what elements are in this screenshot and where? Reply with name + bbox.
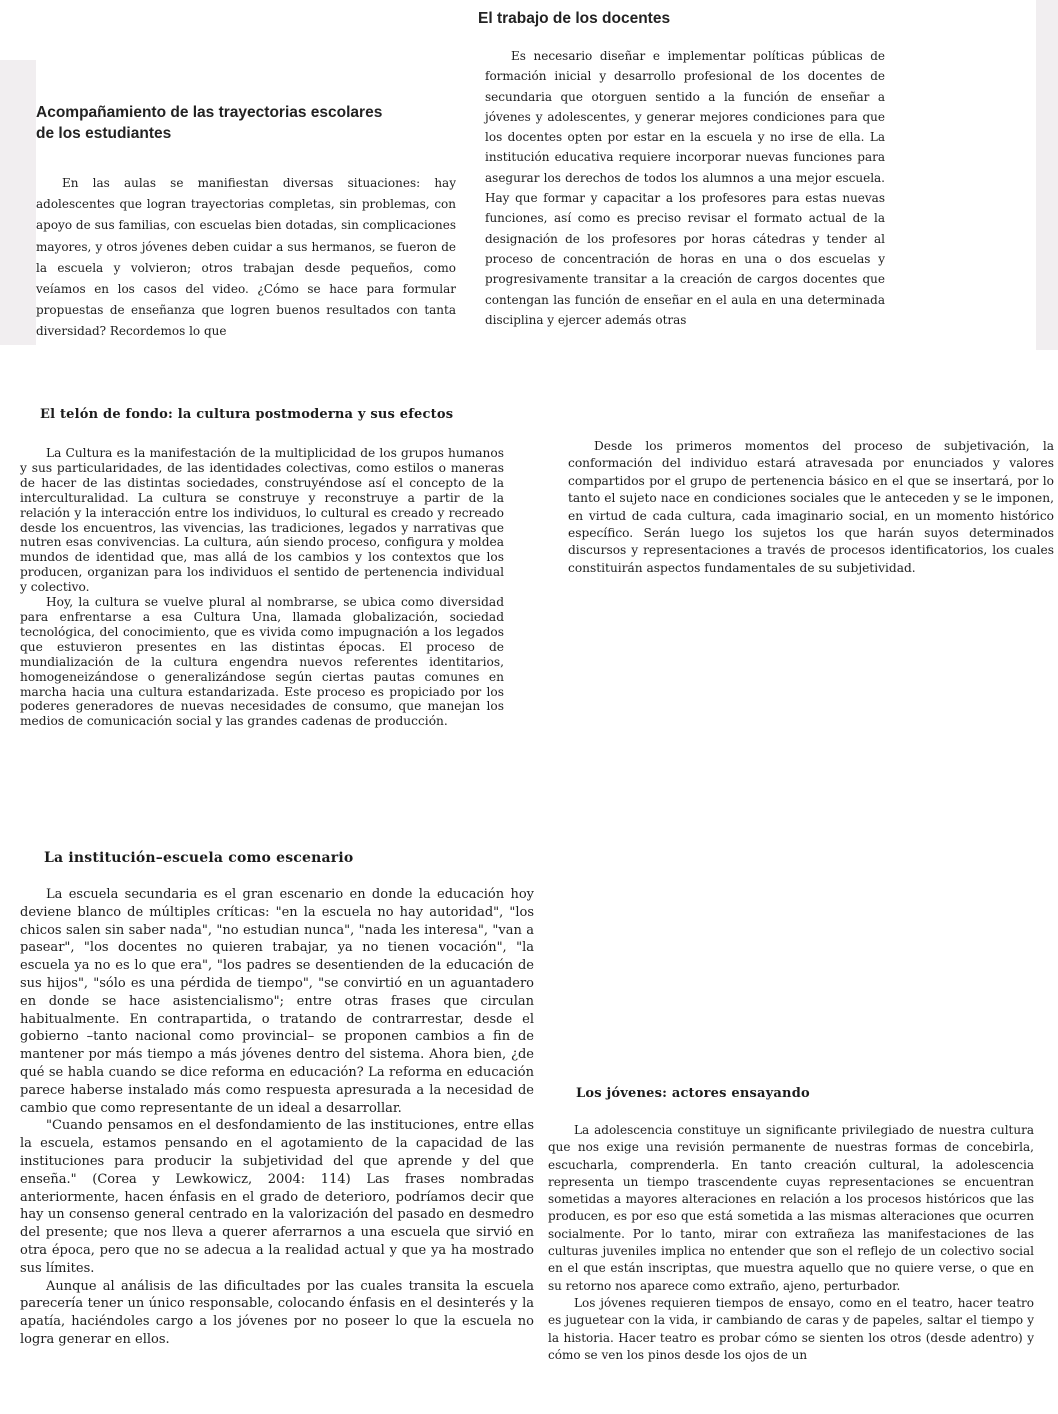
heading-institucion-escuela: La institución–escuela como escenario (44, 850, 354, 866)
clipping-trabajo-docentes (468, 6, 896, 344)
paragraph: Aunque al análisis de las dificultades por las cuales transita la escuela parecería tener un único responsable, colocando énfasis en el desinterés y la apatía, haciéndoles cargo a los jóvenes por no poseer lo que la escuela no logra generar en ellos. (20, 1278, 534, 1347)
clipping-subjetivacion (560, 434, 1058, 600)
paragraph: Hoy, la cultura se vuelve plural al nombrarse, se ubica como diversidad para enfrentarse a esa Cultura Una, llamada globalización, sociedad tecnológica, del conocimiento, que es vivida como impugnación a los legados que estuvieron presentes en las distintas épocas. El proceso de mundialización de la cultura engendra nuevos referentes identitarios, homogeneizándose o generalizándose según ciertas pautas comunes en marcha hacia una cultura estandarizada. Este proceso es propiciado por los poderes generadores de nuevas necesidades de consumo, que manejan los medios de comunicación social y las grandes cadenas de producción. (20, 595, 504, 729)
heading-line-1: Acompañamiento de las trayectorias escolares (36, 104, 383, 121)
paragraph: La adolescencia constituye un significante privilegiado de nuestra cultura que nos exige una revisión permanente de nuestras formas de concebirla, escucharla, comprenderla. En tanto creación cultural, la adolescencia representa un tiempo trascendente cuyas representaciones se encuentran sometidas a mayores alteraciones en relación a los procesos históricos que las producen, es por eso que está sometida a las mismas alteraciones que ocurren socialmente. Por lo tanto, mirar con extrañeza las manifestaciones de las culturas juveniles implica no entender que son el reflejo de un colectivo social en el que están inscriptas, que muestra aquello que no quiere verse, o que en su retorno nos aparece como extraño, ajeno, perturbador. (548, 1123, 1034, 1293)
heading-jovenes: Los jóvenes: actores ensayando (576, 1086, 810, 1101)
paragraph: Los jóvenes requieren tiempos de ensayo, como en el teatro, hacer teatro es juguetear con la vida, ir cambiando de caras y de papeles, saltar el tiempo y la historia. Hacer teatro es probar cómo se sienten los otros (desde adentro) y cómo se ven los pinos desde los ojos de un (548, 1295, 1034, 1362)
clipping-telon-de-fondo (14, 404, 514, 822)
paragraph: La Cultura es la manifestación de la multiplicidad de los grupos humanos y sus particularidades, de las identidades colectivas, como estilos o maneras de hacer de las distintas sociedades, construyéndose así el concepto de la interculturalidad. La cultura se construye y reconstruye a partir de la relación y la interacción entre los individuos, lo cultural es creado y recreado desde los encuentros, las vivencias, las tradiciones, legados y narrativas que nutren esas convivencias. La cultura, aún siendo proceso, configura y moldea mundos de identidad que, mas allá de los cambios y los contextos que los producen, organizan para los individuos el sentido de pertenencia individual y colectivo. (20, 446, 504, 595)
paragraph: En las aulas se manifiestan diversas situaciones: hay adolescentes que logran trayectorias completas, sin problemas, con apoyo de sus familias, con escuelas bien dotadas, sin complicaciones mayores, y otros jóvenes deben cuidar a sus hermanos, se fueron de la escuela y volvieron; otros trabajan desde pequeños, como veíamos en los casos del video. ¿Cómo se hace para formular propuestas de enseñanza que logren buenos resultados con tanta diversidad? Recordemos lo que (36, 176, 456, 339)
paragraph: La escuela secundaria es el gran escenario en donde la educación hoy deviene blanco de múltiples críticas: "en la escuela no hay autoridad", "los chicos salen sin saber nada", "no estudian nunca", "nada les interesa", "van a pasear", "los docentes no quieren trabajar, ya no tienen vocación", "la escuela ya no es lo que era", "los padres se desentienden de la educación de sus hijos", "sólo es una pérdida de tiempo", "se convirtió en un aguantadero en donde se hace asistencialismo"; entre otras frases que circulan habitualmente. En contrapartida, o tratando de contrarrestar, desde el gobierno –tanto nacional como provincial– se proponen cambios a fin de mantener por más tiempo a más jóvenes dentro del sistema. Ahora bien, ¿de qué se habla cuando se dice reforma en educación? La reforma en educación parece haberse instalado más como respuesta apresurada a la necesidad de cambio que como representante de un ideal a desarrollar. (20, 887, 534, 1116)
clipping-acompanamiento (28, 98, 468, 344)
paragraph: Desde los primeros momentos del proceso de subjetivación, la conformación del individuo estará atravesada por enunciados y valores compartidos por el grupo de pertenencia básico en el que se insertará, por lo tanto el sujeto nace en condiciones sociales que le anteceden y se le imponen, en virtud de cada cultura, cada imaginario social, en un momento histórico específico. Serán luego los sujetos los que harán suyos determinados discursos y representaciones a través de procesos identificatorios, los cuales constituirán aspectos fundamentales de su subjetividad. (568, 439, 1054, 575)
heading-line-2: de los estudiantes (36, 125, 172, 142)
scan-bleed-right (1036, 0, 1058, 350)
clipping-jovenes (544, 1082, 1058, 1414)
heading-acompanamiento (36, 102, 382, 144)
paragraph: "Cuando pensamos en el desfondamiento de las instituciones, entre ellas la escuela, estamos pensando en el agotamiento de la capacidad de las instituciones para producir la subjetividad del que aprende y del que enseña." (Corea y Lewkowicz, 2004: 114) Las frases nombradas anteriormente, hacen énfasis en el grado de deterioro, podríamos decir que hay un consenso general centrado en la valorización del pasado en desmedro del presente; que nos lleva a querer aferrarnos a una escuela que sirvió en otra época, pero que no se adecua a la realidad actual y que ya ha mostrado sus límites. (20, 1118, 534, 1276)
heading-trabajo-docentes: El trabajo de los docentes (478, 10, 671, 27)
heading-telon-de-fondo: El telón de fondo: la cultura postmoderna y sus efectos (40, 407, 454, 422)
paragraph: Es necesario diseñar e implementar políticas públicas de formación inicial y desarrollo profesional de los docentes de secundaria que otorguen sentido a la función de enseñar a jóvenes y adolescentes, y generar mejores condiciones para que los docentes opten por estar en la escuela y no irse de ella. La institución educativa requiere incorporar nuevas funciones para asegurar los derechos de todos los alumnos a una mejor escuela. Hay que formar y capacitar a los profesores para estas nuevas funciones, así como es preciso revisar el formato actual de la designación de los profesores por horas cátedras y tender al proceso de concentración de horas en una o dos escuelas y progresivamente transitar a la creación de cargos docentes que contengan las función de enseñar en el aula en una determinada disciplina y ejercer además otras (485, 49, 885, 327)
clipping-institucion-escuela (12, 842, 540, 1414)
